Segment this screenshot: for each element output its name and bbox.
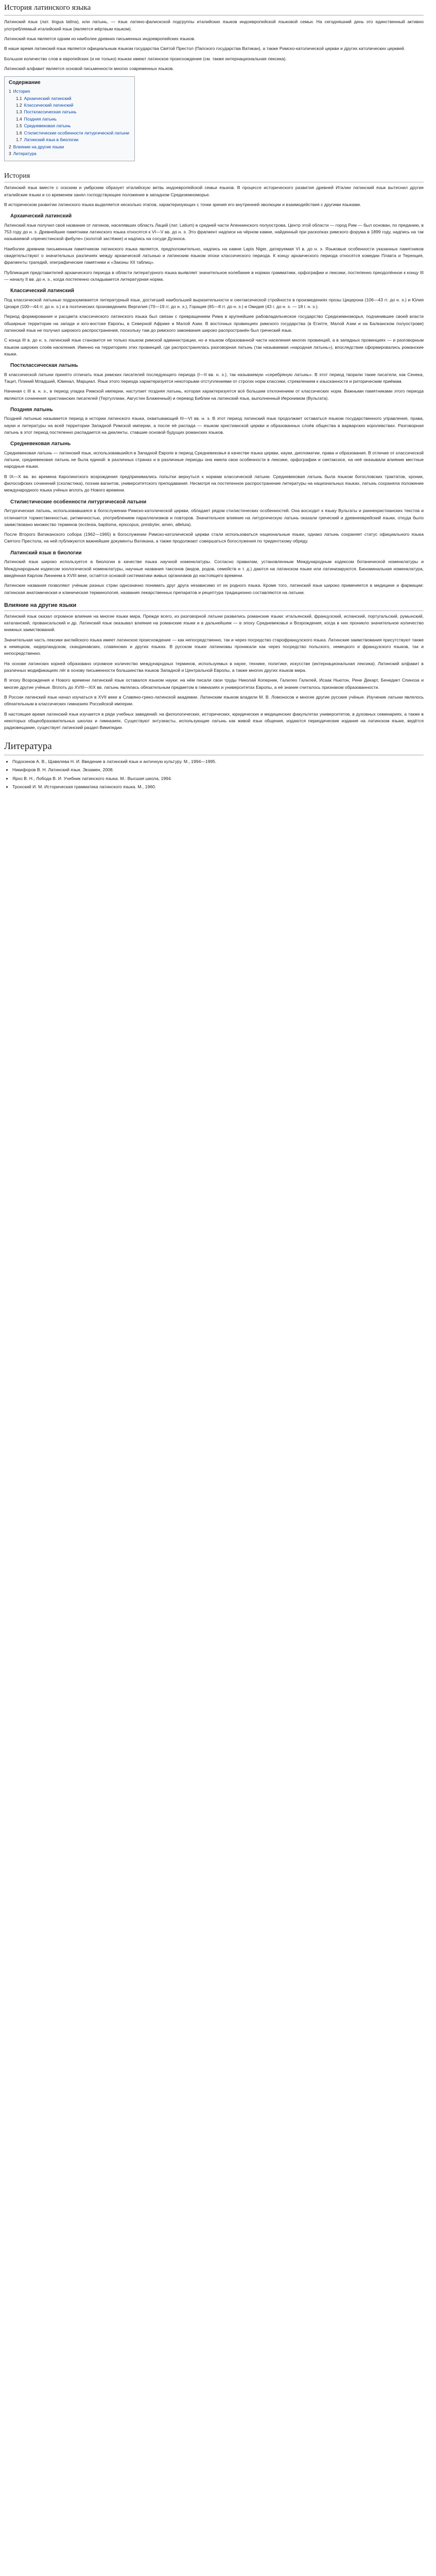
toc-list <box>9 88 129 157</box>
table-of-contents <box>4 76 135 161</box>
toc-item-influence[interactable] <box>9 144 129 150</box>
paragraph: Латинский язык получил своё название от латинов, населявших область Лаций (лат. Latium) в средней части Апеннинского полуострова. Центр этой области — город Рим — был основан, по преданию, в 753 году до н. э. Древнейшие памятники латинского языка относятся к VI—V вв. до н. э. Это фрагмент надписи на чёрном камне, найденный при раскопках римского форума в 1899 году, надпись на так называемой «пренестинской фибуле» (золотой застёжке) и надпись на сосуде Дуэноса. <box>4 222 424 242</box>
page-title: История латинского языка <box>4 2 424 15</box>
toc-label: Классический латинский <box>24 103 74 108</box>
paragraph: Под классической латынью подразумевается литературный язык, достигший наибольшей выразительности и синтаксической стройности в произведениях прозы Цицерона (106—43 гг. до н. э.) и Юлия Цезаря (100—44 гг. до н. э.) и в поэтических произведениях Вергилия (70—19 гг. до н. э.), Горация (65—8 гг. до н. э.) и Овидия (43 г. до н. э. — 18 г. н. э.). <box>4 297 424 309</box>
section-heading-influence: Влияние на другие языки <box>4 601 424 611</box>
toc-item-late[interactable] <box>9 116 129 123</box>
section-heading-history: История <box>4 171 424 183</box>
toc-item-history[interactable] <box>9 88 129 95</box>
literature-item: • Ярхо В. Н., Лобода В. И. Учебник латинского языка. М.: Высшая школа, 1994. <box>12 775 424 782</box>
toc-number: 1 <box>9 89 11 94</box>
toc-number: 1.5 <box>16 123 22 129</box>
toc-number: 1.6 <box>16 130 22 135</box>
toc-number: 1.3 <box>16 109 22 115</box>
toc-item-archaic[interactable] <box>9 95 129 102</box>
section-heading-late: Поздняя латынь <box>10 406 53 413</box>
paragraph: В настоящее время латинский язык изучается в ряде учебных заведений: на филологических, исторических, юридических и медицинских факультетах университетов, в духовных семинариях, а также в некоторых общеобразовательных школах и гимназиях. Существуют энтузиасты, использующие латынь как живой язык общения, издаются периодические издания на латинском языке, ведётся радиовещание, существует латинский раздел Википедии. <box>4 711 424 731</box>
influence-section <box>4 601 424 732</box>
literature-item: • Подосинов А. В., Щавелева Н. И. Введение в латинский язык и античную культуру. М., 1994—1995. <box>12 758 424 765</box>
literature-list <box>4 758 424 790</box>
paragraph: Наиболее древним письменным памятником латинского языка является, предположительно, надпись на камне Lapis Niger, датируемая VI в. до н. э. Языковые особенности указанных памятников свидетельствуют о значительных различиях между архаической латынью и латинским языком эпохи классического периода. К концу архаического периода относятся комедии Плавта и Теренция, фрагменты трагедий, эпиграфические памятники и «Законы XII таблиц». <box>4 246 424 265</box>
toc-label: Влияние на другие языки <box>13 144 64 149</box>
toc-label: Постклассическая латынь <box>24 109 77 115</box>
toc-title: Содержание <box>9 80 41 86</box>
literature-section <box>4 739 424 791</box>
toc-label: Архаический латинский <box>24 95 72 101</box>
intro-section <box>4 19 424 72</box>
paragraph: Начиная с III в. н. э., в период упадка Римской империи, наступает поздняя латынь, которая характеризуется всё большим отклонением от классических норм. Важными памятниками этого периода являются сочинения христианских писателей (Тертуллиан, Августин Блаженный) и перевод Библии на латинский язык, выполненный Иеронимом (Вульгата). <box>4 388 424 401</box>
intro-paragraph: В наше время латинский язык является официальным языком государства Святой Престол (Папского государства Ватикан), а также Римско-католической церкви и других католических церквей. <box>4 46 406 52</box>
section-heading-biology: Латинский язык в биологии <box>10 550 82 556</box>
toc-item-liturgical[interactable] <box>9 130 129 137</box>
section-heading-archaic: Архаический латинский <box>10 213 72 219</box>
paragraph: Латинский язык широко используется в биологии в качестве языка научной номенклатуры. Согласно правилам, установленным Международным кодексом ботанической номенклатуры и Международным кодексом зоологической номенклатуры, научные названия таксонов (видов, родов, семейств и т. д.) даются на латинском языке или латинизируются. Биноминальная номенклатура, введённая Карлом Линнеем в XVIII веке, остаётся основой систематики живых организмов до настоящего времени. <box>4 559 424 578</box>
toc-label: Стилистические особенности литургической латыни <box>24 130 130 135</box>
paragraph: Период формирования и расцвета классического латинского языка был связан с превращением Рима в крупнейшее рабовладельческое государство Средиземноморья, подчинившее своей власти обширные территории на западе и юго-востоке Европы, в Северной Африке и Малой Азии. В восточных провинциях римского государства (в Египте, Малой Азии и на Балканском полуострове) латинский язык не получил широкого распространения, поскольку там до римского завоевания широко распространён был греческий язык. <box>4 314 424 333</box>
toc-number: 1.1 <box>16 95 22 101</box>
paragraph: Латинские названия позволяют учёным разных стран однозначно понимать друг друга независимо от их родного языка. Кроме того, латинский язык широко применяется в медицине и фармации: латинская анатомическая и клиническая терминология, названия лекарственных препаратов и рецептура традиционно составляются на латыни. <box>4 583 424 595</box>
paragraph: В России латинский язык начал изучаться в XVII веке в Славяно-греко-латинской академии. Латинским языком владели М. В. Ломоносов и многие другие русские учёные. Изучение латыни являлось обязательным в классических гимназиях Российской империи. <box>4 694 424 707</box>
paragraph: В IX—X вв. во времена Каролингского возрождения предпринимались попытки вернуться к нормам классической латыни. Средневековая латынь была языком богословских трактатов, хроник, философских сочинений (схоластика), поэзии вагантов, университетского преподавания. Несмотря на постепенное распространение литературы на национальных языках, латынь сохраняла положение международного языка учёных вплоть до Нового времени. <box>4 473 424 493</box>
toc-label: Литература <box>13 151 37 157</box>
paragraph: Латинский язык оказал огромное влияние на многие языки мира. Прежде всего, из разговорной латыни развились романские языки: итальянский, французский, испанский, португальский, румынский, каталанский, провансальский и др. Латинский язык оказывал влияние на романские языки и в дальнейшем — в эпоху Средневековья и Возрождения, когда в них проникло значительное количество книжных заимствований. <box>4 613 424 633</box>
paragraph: В классической латыни принято отличать язык римских писателей последующего периода (I—II вв. н. э.), так называемую «серебряную латынь». В этот период творили такие писатели, как Сенека, Тацит, Плиний Младший, Ювенал, Марциал. Язык этого периода характеризуется некоторыми отступлениями от строгих норм классики, стремлением к изысканности и риторическим приёмам. <box>4 371 424 384</box>
intro-paragraph: Латинский язык (лат. lingua latīna), или латынь, — язык латино-фалискской подгруппы италийских языков индоевропейской языковой семьи. На сегодняшний день это единственный активно употребляемый италийский язык (является мёртвым языком). <box>4 19 424 31</box>
toc-label: Латинский язык в биологии <box>24 137 79 143</box>
section-heading-medieval: Средневековая латынь <box>10 441 71 447</box>
toc-label: Средневековая латынь <box>24 123 71 129</box>
intro-paragraph: Латинский алфавит является основой письменности многих современных языков. <box>4 65 174 71</box>
literature-item: • Тронский И. М. Историческая грамматика латинского языка. М., 1960. <box>12 784 424 790</box>
toc-item-postclassical[interactable] <box>9 109 129 115</box>
toc-number: 3 <box>9 151 11 157</box>
toc-item-medieval[interactable] <box>9 123 129 129</box>
paragraph: На основе латинских корней образовано огромное количество международных терминов, используемых в науке, технике, политике, искусстве (интернациональная лексика). Латинский алфавит в различных модификациях лёг в основу письменности большинства языков Западной и Центральной Европы, а также многих других языков мира. <box>4 660 424 673</box>
paragraph: Публикация представителей архаического периода в области литературного языка выявляет значительное колебание в нормах грамматики, орфографии и лексики, постепенно преодолённое к концу III — началу II вв. до н. э., когда постепенно складывается литературная норма. <box>4 269 424 282</box>
toc-number: 2 <box>9 144 11 149</box>
paragraph: После Второго Ватиканского собора (1962—1965) в богослужении Римско-католической церкви стали использоваться национальные языки, однако латынь сохраняет статус официального языка Святого Престола, на ней публикуются важнейшие документы Ватикана, а также продолжают совершаться богослужения по тридентскому обряду. <box>4 532 424 544</box>
paragraph: Средневековая латынь — латинский язык, использовавшийся в Западной Европе в период Средневековья в качестве языка церкви, науки, дипломатии, права и образования. В отличие от классической латыни, средневековая латынь не была единой: в различных странах и в различные периоды она имела свои особенности в лексике, орфографии и синтаксисе, на неё оказывали влияние местные народные языки. <box>4 450 424 469</box>
paragraph: Значительная часть лексики английского языка имеет латинское происхождение — как непосредственно, так и через посредство старофранцузского языка. Латинские заимствования присутствуют также в немецком, нидерландском, скандинавских, славянских и других языках. В русском языке латинизмы проникали как через посредство польского, немецкого и французского языков, так и непосредственно. <box>4 637 424 656</box>
paragraph: Литургическая латынь, использовавшаяся в богослужении Римско-католической церкви, обладает рядом стилистических особенностей. Она восходит к языку Вульгаты и раннехристианских текстов и отличается торжественностью, ритмичностью, употреблением параллелизмов и повторов. Значительное влияние на литургическую латынь оказали греческий и древнееврейский языки, откуда было заимствовано множество терминов (ecclesia, baptisma, episcopus, presbyter, amen, alleluia). <box>4 508 424 527</box>
toc-item-literature[interactable] <box>9 150 129 157</box>
toc-label: Поздняя латынь <box>24 116 57 122</box>
section-heading-postclassical: Постклассическая латынь <box>10 363 78 369</box>
toc-label: История <box>13 89 30 94</box>
toc-number: 1.4 <box>16 116 22 122</box>
paragraph: В эпоху Возрождения и Нового времени латинский язык оставался языком науки: на нём писали свои труды Николай Коперник, Галилео Галилей, Исаак Ньютон, Рене Декарт, Бенедикт Спиноза и многие другие учёные. Вплоть до XVIII—XIX вв. латынь являлась обязательным предметом в гимназиях и университетах Европы, а её знание считалось признаком образованности. <box>4 677 424 690</box>
section-heading-classical: Классический латинский <box>10 288 75 294</box>
toc-number: 1.2 <box>16 103 22 108</box>
section-heading-liturgical: Стилистические особенности литургической латыни <box>10 499 147 505</box>
toc-number: 1.7 <box>16 137 22 143</box>
toc-item-biology[interactable] <box>9 137 129 143</box>
paragraph: В историческом развитии латинского языка выделяется несколько этапов, характеризующих с точки зрения его внутренней эволюции и взаимодействия с другими языками. <box>4 201 361 207</box>
article <box>0 0 428 802</box>
paragraph: Латинский язык вместе с оскским и умбрским образует италийскую ветвь индоевропейской семьи языков. В процессе исторического развития древней Италии латинский язык вытеснил другие италийские языки и со временем занял господствующее положение в западном Средиземноморье. <box>4 185 424 197</box>
intro-paragraph: Большое количество слов в европейских (и не только) языках имеют латинское происхождение (см. также интернациональная лексика). <box>4 56 287 61</box>
history-section <box>4 171 424 596</box>
paragraph: Поздней латынью называется период в истории латинского языка, охватывающий III—VI вв. н. э. В этот период латинский язык продолжает оставаться языком государственного управления, права, науки и литературы на всей территории Западной Римской империи, а после её распада — языком христианской церкви и образованных слоёв общества в варварских королевствах. Разговорная латынь в этот период постепенно распадается на диалекты, ставшие основой будущих романских языков. <box>4 416 424 435</box>
intro-paragraph: Латинский язык является одним из наиболее древних письменных индоевропейских языков. <box>4 36 196 41</box>
literature-item: • Никифоров В. Н. Латинский язык. Экзамен, 2008. <box>12 767 424 773</box>
section-heading-literature: Литература <box>4 739 424 755</box>
toc-item-classical[interactable] <box>9 102 129 109</box>
paragraph: С конца III в. до н. э. латинский язык становится не только языком римской администрации, но и языком образованной части населения многих провинций, а в западных провинциях — и разговорным языком широких слоёв населения. Именно на территориях этих провинций, где распространялась разговорная латынь (так называемая «народная латынь»), впоследствии сформировались романские языки. <box>4 337 424 357</box>
